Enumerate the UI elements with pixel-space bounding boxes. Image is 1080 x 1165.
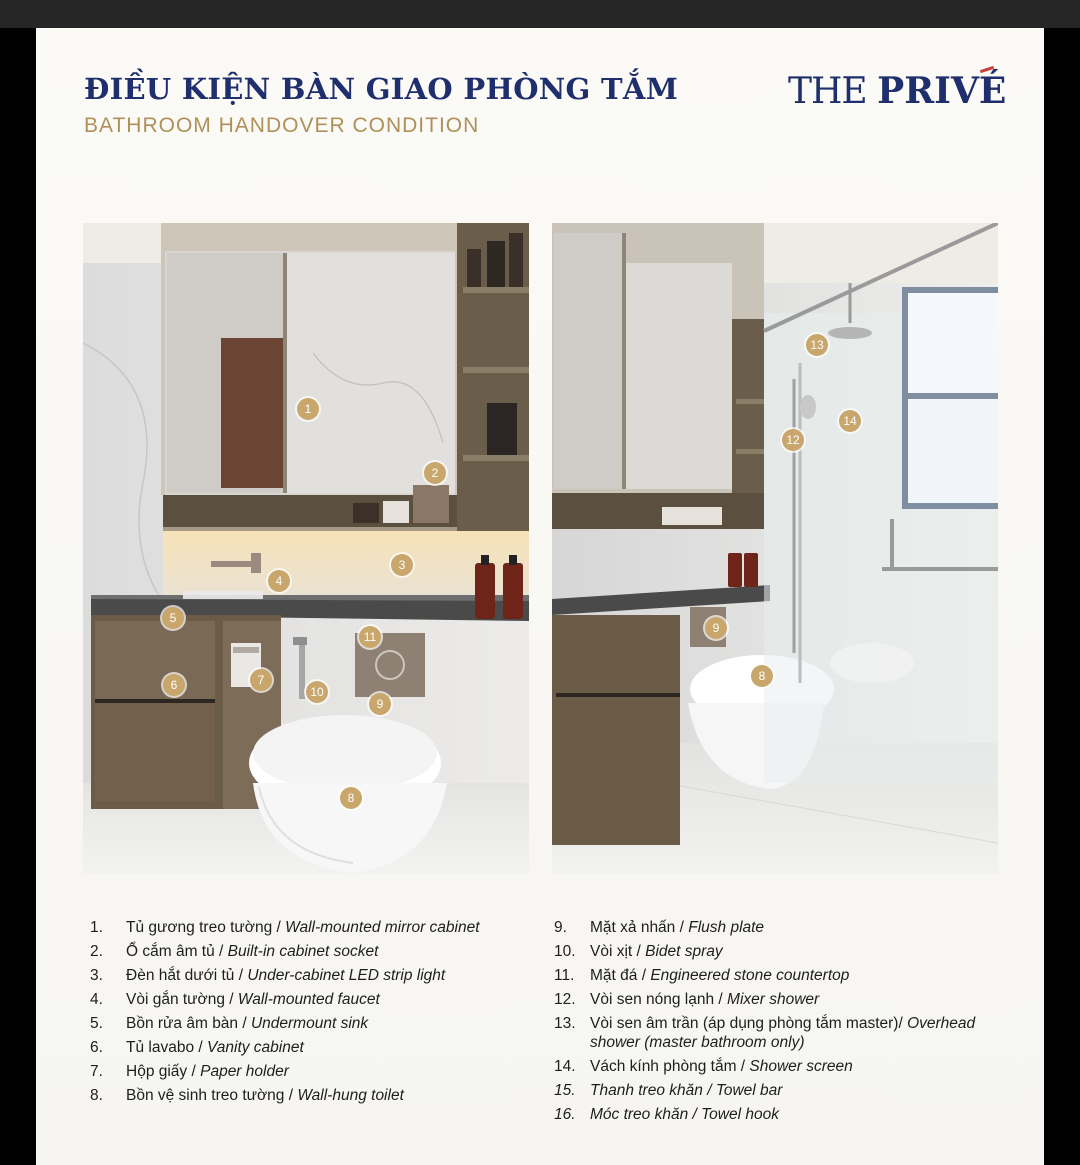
item-label-vi: Bồn rửa âm bàn / xyxy=(126,1015,251,1032)
item-label-vi: Đèn hắt dưới tủ / xyxy=(126,967,248,984)
marker-14: 14 xyxy=(839,410,861,432)
list-item xyxy=(90,1062,530,1081)
item-label-vi: Mặt xả nhấn / xyxy=(590,919,689,936)
item-label-en: Shower screen xyxy=(749,1058,853,1075)
brochure-page xyxy=(36,28,1044,1165)
item-label-en: Towel hook xyxy=(701,1106,779,1123)
legend-list-right xyxy=(554,918,1014,1129)
item-number: 2. xyxy=(90,943,103,960)
marker-6: 6 xyxy=(163,674,185,696)
item-number: 7. xyxy=(90,1063,103,1080)
item-label-vi: Vòi xịt / xyxy=(590,943,646,960)
item-label-vi: Vách kính phòng tắm / xyxy=(590,1058,750,1075)
item-number: 15. xyxy=(554,1082,576,1099)
logo-the: THE xyxy=(788,71,878,112)
list-item xyxy=(90,1086,530,1105)
item-number: 5. xyxy=(90,1015,103,1032)
item-label-en: Under-cabinet LED strip light xyxy=(247,967,446,984)
marker-13: 13 xyxy=(806,334,828,356)
marker-3: 3 xyxy=(391,554,413,576)
marker-9: 9 xyxy=(705,617,727,639)
item-number: 4. xyxy=(90,991,103,1008)
page-subtitle: BATHROOM HANDOVER CONDITION xyxy=(84,114,480,137)
item-label-en: Engineered stone countertop xyxy=(650,967,850,984)
item-label-vi: Vòi sen âm trần (áp dụng phòng tắm master)/ xyxy=(590,1015,908,1032)
item-number: 12. xyxy=(554,991,576,1008)
bathroom-photo-right xyxy=(552,223,998,874)
marker-12: 12 xyxy=(782,429,804,451)
item-label-vi: Hộp giấy / xyxy=(126,1063,201,1080)
item-label-en: Built-in cabinet socket xyxy=(227,943,379,960)
item-label-vi: Bồn vệ sinh treo tường / xyxy=(126,1087,298,1104)
list-item xyxy=(90,990,530,1009)
item-number: 8. xyxy=(90,1087,103,1104)
item-label-vi: Tủ lavabo / xyxy=(126,1039,207,1056)
item-label-vi: Thanh treo khăn / xyxy=(590,1082,716,1099)
item-label-vi: Ổ cắm âm tủ / xyxy=(126,943,228,960)
item-label-en: Flush plate xyxy=(688,919,765,936)
item-number: 6. xyxy=(90,1039,103,1056)
list-item xyxy=(554,942,1014,961)
item-label-en: Paper holder xyxy=(200,1063,289,1080)
item-label-vi: Vòi sen nóng lạnh / xyxy=(590,991,728,1008)
marker-8: 8 xyxy=(340,787,362,809)
list-item xyxy=(554,918,1014,937)
list-item xyxy=(90,918,530,937)
bathroom-photo-left xyxy=(83,223,529,874)
legend-list-left xyxy=(90,918,530,1110)
item-number: 9. xyxy=(554,919,567,936)
page-title: ĐIỀU KIỆN BÀN GIAO PHÒNG TẮM xyxy=(84,72,679,106)
marker-2: 2 xyxy=(424,462,446,484)
item-number: 13. xyxy=(554,1015,576,1032)
list-item xyxy=(554,1014,1014,1052)
item-number: 11. xyxy=(554,967,575,984)
item-label-vi: Tủ gương treo tường / xyxy=(126,919,286,936)
item-label-en: Wall-mounted faucet xyxy=(237,991,380,1008)
list-item xyxy=(554,966,1014,985)
item-label-en: Undermount sink xyxy=(250,1015,369,1032)
item-number: 1. xyxy=(90,919,103,936)
marker-5: 5 xyxy=(162,607,184,629)
item-label-vi: Mặt đá / xyxy=(590,967,651,984)
item-number: 3. xyxy=(90,967,103,984)
list-item xyxy=(554,990,1014,1009)
item-number: 16. xyxy=(554,1106,576,1123)
list-item xyxy=(554,1105,1014,1124)
logo-prive: PRIVÉ xyxy=(877,70,1007,112)
item-number: 10. xyxy=(554,943,576,960)
item-label-en: Wall-hung toilet xyxy=(297,1087,404,1104)
marker-11: 11 xyxy=(359,626,381,648)
item-label-en: Mixer shower xyxy=(727,991,820,1008)
item-label-en: Overhead shower (master bathroom only) xyxy=(590,1015,976,1051)
list-item xyxy=(90,1014,530,1033)
brand-logo xyxy=(788,70,1007,112)
marker-10: 10 xyxy=(306,681,328,703)
marker-4: 4 xyxy=(268,570,290,592)
item-number: 14. xyxy=(554,1058,576,1075)
marker-1: 1 xyxy=(297,398,319,420)
item-label-en: Towel bar xyxy=(715,1082,783,1099)
list-item xyxy=(90,1038,530,1057)
list-item xyxy=(90,966,530,985)
list-item xyxy=(90,942,530,961)
item-label-en: Vanity cabinet xyxy=(207,1039,304,1056)
list-item xyxy=(554,1057,1014,1076)
item-label-vi: Móc treo khăn / xyxy=(590,1106,702,1123)
item-label-en: Wall-mounted mirror cabinet xyxy=(285,919,480,936)
marker-9: 9 xyxy=(369,693,391,715)
marker-8: 8 xyxy=(751,665,773,687)
item-label-en: Bidet spray xyxy=(645,943,723,960)
marker-7: 7 xyxy=(250,669,272,691)
item-label-vi: Vòi gắn tường / xyxy=(126,991,238,1008)
list-item xyxy=(554,1081,1014,1100)
top-bar xyxy=(0,0,1080,28)
